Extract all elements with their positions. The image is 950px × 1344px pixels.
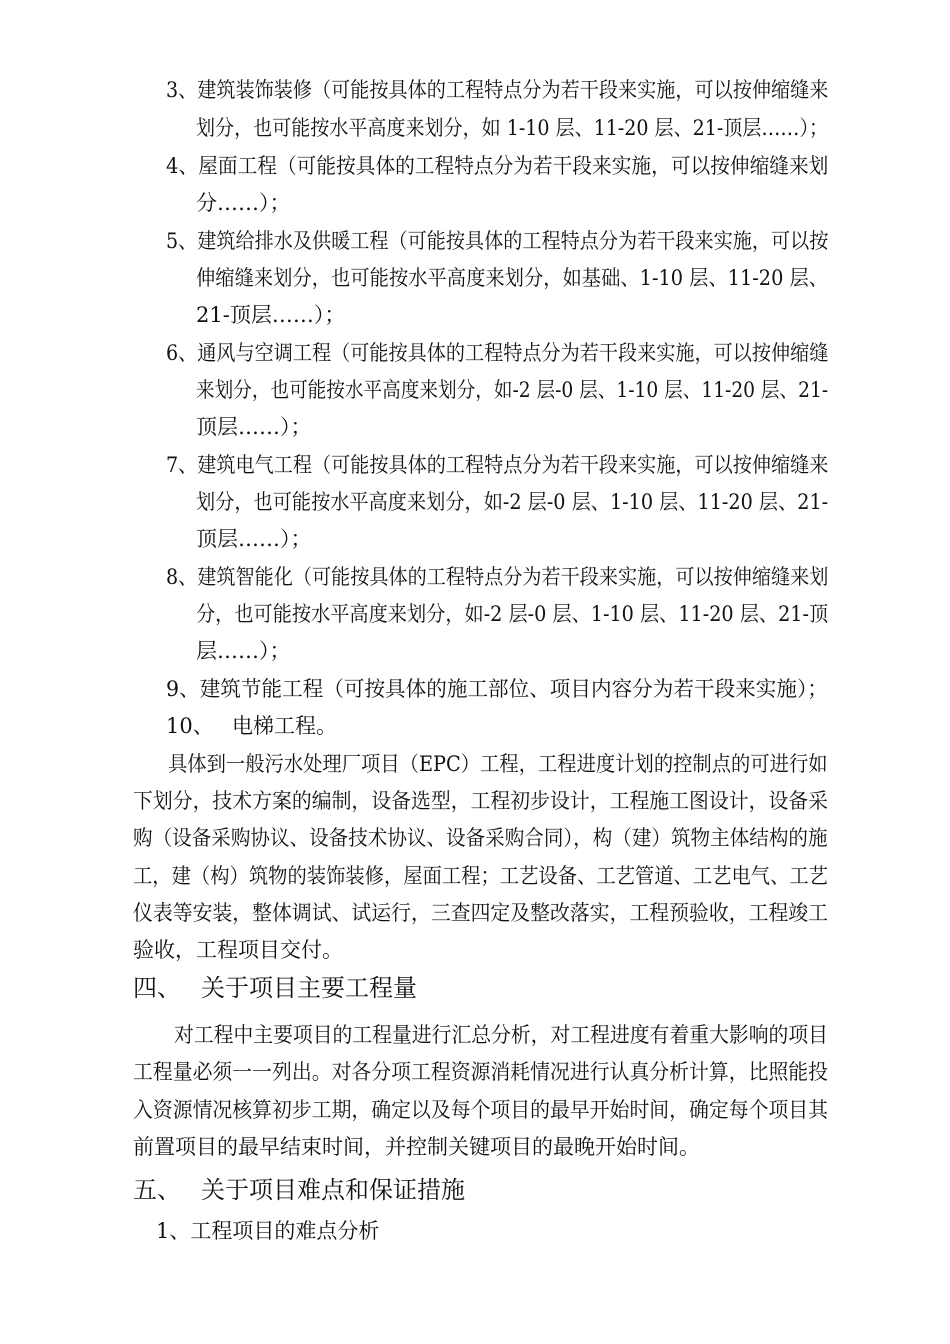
list-item-5-line-3: 21-顶层……）； [196,303,346,327]
list-item-6-line-2: 来划分，也可能按水平高度来划分，如-2 层-0 层、1-10 层、11-20 层、21- [196,378,829,402]
list-item-10-text: 电梯工程。 [232,714,337,738]
paragraph-epc-line-4: 工，建（构）筑物的装饰装修，屋面工程；工艺设备、工艺管道、工艺电气、工艺 [133,864,828,888]
list-item-5-line-1: 5、建筑给排水及供暖工程（可能按具体的工程特点分为若干段来实施，可以按 [166,229,829,253]
paragraph-quantity-line-4: 前置项目的最早结束时间，并控制关键项目的最晚开始时间。 [133,1135,700,1159]
section-5-number: 五、 [133,1176,181,1204]
list-item-3-line-2: 划分，也可能按水平高度来划分，如 1-10 层、11-20 层、21-顶层……）； [196,116,829,140]
list-item-7-line-3: 顶层……）； [196,527,312,551]
sub-heading-difficulty-analysis: 1、工程项目的难点分析 [156,1219,380,1243]
section-4-title: 关于项目主要工程量 [201,974,417,1002]
paragraph-epc-line-6: 验收，工程项目交付。 [133,938,343,962]
list-item-4-line-2: 分……）； [196,191,291,215]
paragraph-epc-line-3: 购（设备采购协议、设备技术协议、设备采购合同），构（建）筑物主体结构的施 [133,826,828,850]
paragraph-quantity-line-3: 入资源情况核算初步工期，确定以及每个项目的最早开始时间，确定每个项目其 [133,1098,829,1122]
list-item-10-number: 10、 [166,714,214,738]
list-item-8-line-1: 8、建筑智能化（可能按具体的工程特点分为若干段来实施，可以按伸缩缝来划 [166,565,829,589]
paragraph-epc-line-2: 下划分，技术方案的编制，设备选型，工程初步设计，工程施工图设计，设备采 [133,789,829,813]
paragraph-epc-line-5: 仪表等安装，整体调试、试运行，三查四定及整改落实，工程预验收，工程竣工 [133,901,829,925]
list-item-7-line-2: 划分，也可能按水平高度来划分，如-2 层-0 层、1-10 层、11-20 层、21- [196,490,829,514]
list-item-6-line-3: 顶层……）； [196,415,312,439]
list-item-4-line-1: 4、屋面工程（可能按具体的工程特点分为若干段来实施，可以按伸缩缝来划 [166,154,829,178]
list-item-8-line-3: 层……）； [196,639,291,663]
list-item-7-line-1: 7、建筑电气工程（可能按具体的工程特点分为若干段来实施，可以按伸缩缝来 [166,453,829,477]
list-item-5-line-2: 伸缩缝来划分，也可能按水平高度来划分，如基础、1-10 层、11-20 层、 [196,266,829,290]
section-5-title: 关于项目难点和保证措施 [201,1176,465,1204]
section-4-number: 四、 [133,974,181,1002]
list-item-6-line-1: 6、通风与空调工程（可能按具体的工程特点分为若干段来实施，可以按伸缩缝 [166,341,829,365]
list-item-8-line-2: 分，也可能按水平高度来划分，如-2 层-0 层、1-10 层、11-20 层、21-顶 [196,602,829,626]
paragraph-epc-line-1: 具体到一般污水处理厂项目（EPC）工程，工程进度计划的控制点的可进行如 [168,752,828,776]
list-item-3-line-1: 3、建筑装饰装修（可能按具体的工程特点分为若干段来实施，可以按伸缩缝来 [166,78,829,102]
paragraph-quantity-line-1: 对工程中主要项目的工程量进行汇总分析，对工程进度有着重大影响的项目 [174,1023,828,1047]
paragraph-quantity-line-2: 工程量必须一一列出。对各分项工程资源消耗情况进行认真分析计算，比照能投 [133,1060,829,1084]
list-item-9-line-1: 9、建筑节能工程（可按具体的施工部位、项目内容分为若干段来实施）； [166,677,828,701]
